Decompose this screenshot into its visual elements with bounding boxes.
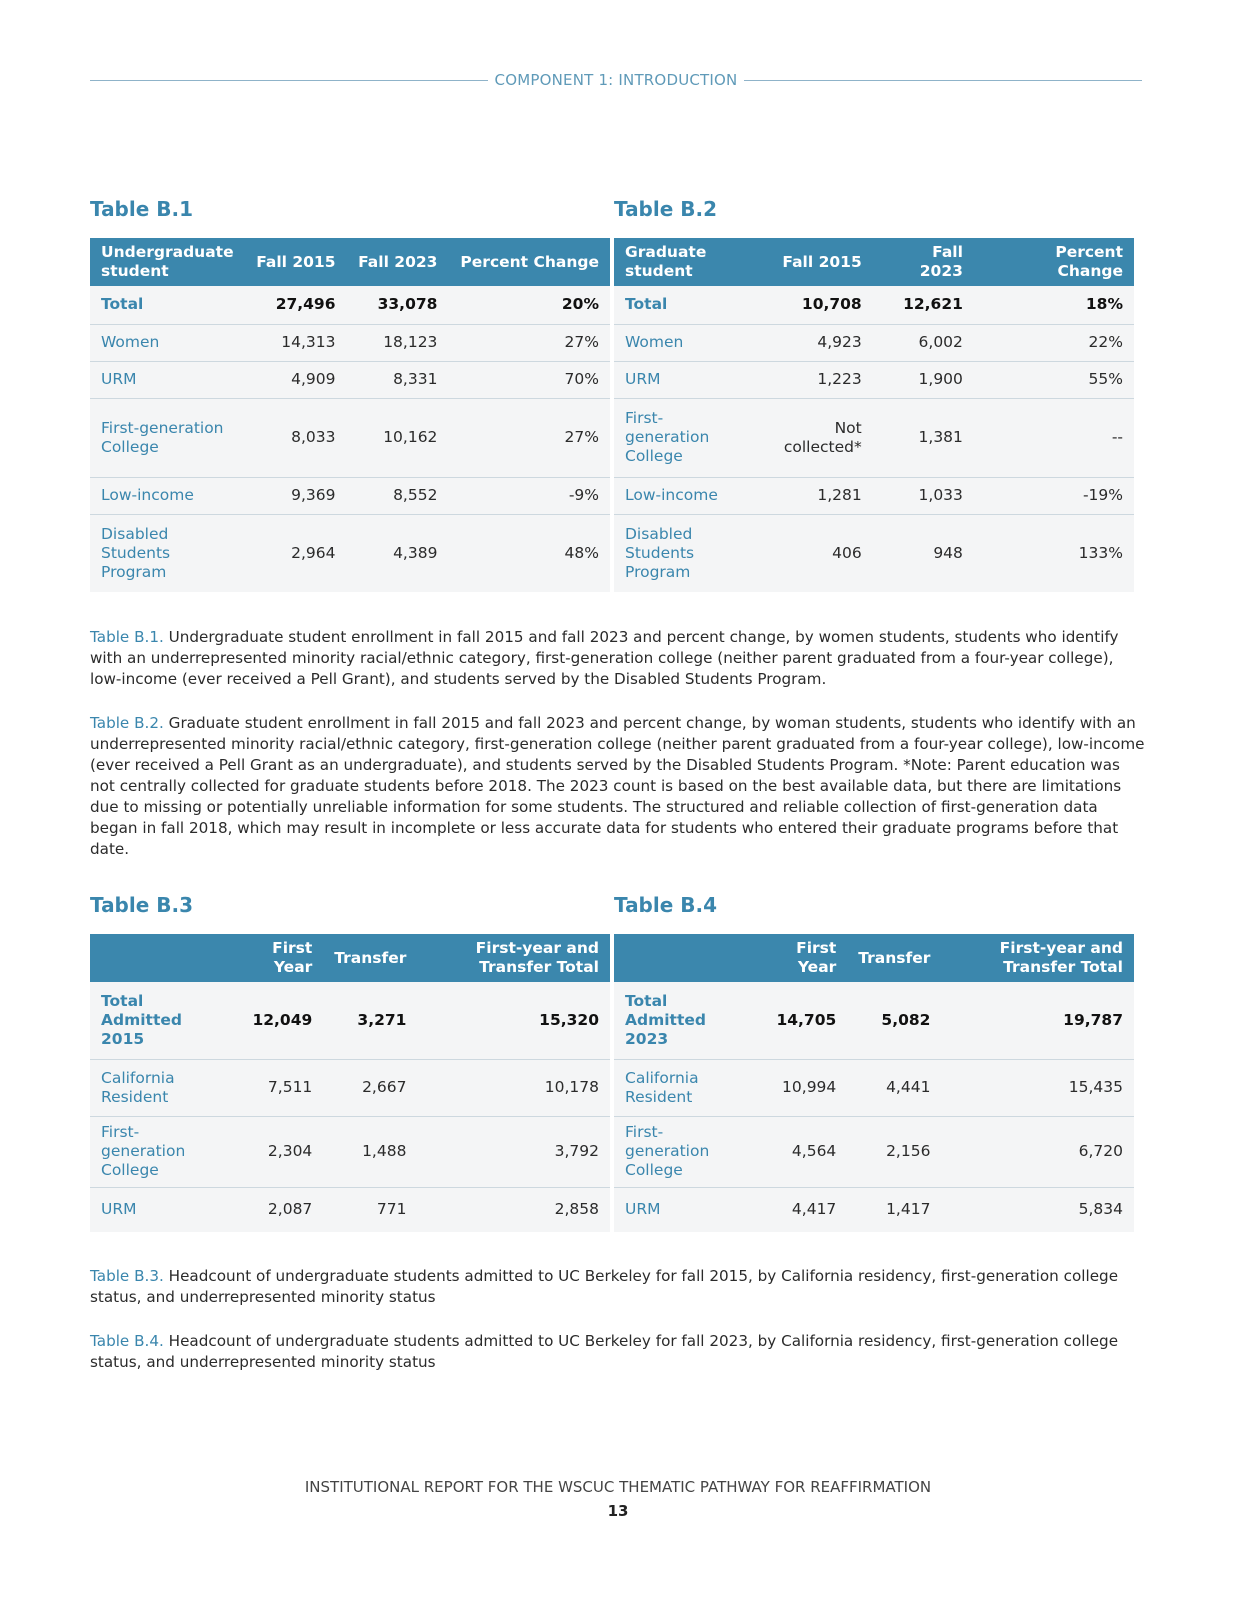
table-row	[90, 1187, 610, 1232]
column-header: Transfer	[323, 934, 417, 982]
column-header: First Year	[228, 934, 323, 982]
caption-label: Table B.4.	[90, 1332, 164, 1350]
section-title: COMPONENT 1: INTRODUCTION	[494, 71, 738, 89]
table-cell: 2,964	[291, 543, 336, 562]
table-cell: 27%	[448, 324, 610, 361]
table-cell: 1,900	[873, 361, 974, 398]
table-row	[90, 514, 610, 592]
table-b1-title: Table B.1	[90, 197, 194, 221]
table-cell: 3,792	[417, 1116, 610, 1187]
caption-b4	[90, 1331, 1146, 1373]
row-label: URM	[90, 361, 245, 398]
table-cell: 18,123	[347, 324, 449, 361]
table-row	[90, 982, 610, 1059]
column-header: Graduate student	[614, 238, 752, 286]
row-label: Disabled Students Program	[101, 524, 171, 581]
row-label: URM	[614, 361, 752, 398]
caption-text: Graduate student enrollment in fall 2015 and fall 2023 and percent change, by woman students, students who identify with an underrepresented minority racial/ethnic category, first-generation college (neither parent graduated from a four-year college), low-income (ever received a Pell Grant as an undergraduate), and students served by the Disabled Students Program. *Note: Parent education was not centrally collected for graduate students before 2018. The 2023 count is based on the best available data, but there are limitations due to missing or potentially unreliable information for some students. The structured and reliable collection of first-generation data began in fall 2018, which may result in incomplete or less accurate data for students who entered their graduate programs before that date.	[90, 714, 1145, 858]
table-row	[90, 361, 610, 398]
table-row	[614, 361, 1134, 398]
table-cell: 22%	[974, 324, 1134, 361]
table-cell: 8,331	[347, 361, 449, 398]
row-label: Low-income	[614, 477, 752, 514]
table-cell: 1,281	[752, 477, 873, 514]
table-cell: 6,720	[941, 1116, 1134, 1187]
row-label: First-generation College	[90, 398, 245, 477]
table-header-row	[614, 238, 1134, 286]
table-b2-title: Table B.2	[614, 197, 718, 221]
table-cell: 4,389	[393, 543, 438, 562]
table-cell: -9%	[448, 477, 610, 514]
row-label: First-generation College	[90, 1116, 228, 1187]
table-cell: 948	[933, 543, 963, 562]
table-b1	[90, 238, 610, 592]
table-cell: 7,511	[228, 1059, 323, 1116]
table-cell: 18%	[974, 286, 1134, 324]
table-b4	[614, 934, 1134, 1232]
table-cell: 27%	[448, 398, 610, 477]
table-row	[614, 982, 1134, 1059]
column-header: Percent Change	[448, 238, 610, 286]
row-label: California Resident	[614, 1059, 752, 1116]
table-cell: 15,320	[417, 982, 610, 1059]
caption-text: Headcount of undergraduate students admitted to UC Berkeley for fall 2023, by California residency, first-generation college status, and underrepresented minority status	[90, 1332, 1119, 1371]
column-header: Fall 2023	[873, 238, 974, 286]
table-cell: 2,304	[228, 1116, 323, 1187]
row-label: California Resident	[90, 1059, 228, 1116]
table-header-row	[90, 238, 610, 286]
header-rule-right	[744, 80, 1142, 81]
table-header-row	[614, 934, 1134, 982]
caption-b3	[90, 1266, 1146, 1308]
table-cell: 10,994	[752, 1059, 847, 1116]
table-row	[614, 514, 1134, 592]
table-cell: 48%	[564, 543, 599, 562]
table-cell: --	[974, 398, 1134, 477]
table-row	[90, 324, 610, 361]
table-b2	[614, 238, 1134, 592]
row-label: Total Admitted 2023	[614, 982, 752, 1059]
table-row	[90, 286, 610, 324]
row-label: Total	[614, 286, 752, 324]
table-cell: 1,381	[873, 398, 974, 477]
report-title: INSTITUTIONAL REPORT FOR THE WSCUC THEMATIC PATHWAY FOR REAFFIRMATION	[304, 1478, 932, 1496]
row-label: Total Admitted 2015	[90, 982, 228, 1059]
table-cell: 15,435	[941, 1059, 1134, 1116]
caption-label: Table B.1.	[90, 628, 164, 646]
column-header: First-year and Transfer Total	[417, 934, 610, 982]
table-cell: 2,858	[554, 1200, 599, 1219]
table-row	[614, 1116, 1134, 1187]
table-cell: 33,078	[347, 286, 449, 324]
table-row	[614, 1059, 1134, 1116]
table-cell: 9,369	[245, 477, 347, 514]
table-row	[90, 1116, 610, 1187]
table-cell: 4,909	[245, 361, 347, 398]
table-cell: 8,552	[347, 477, 449, 514]
table-cell: 19,787	[941, 982, 1134, 1059]
row-label: First-generation College	[614, 398, 752, 477]
table-cell: 1,417	[886, 1200, 931, 1219]
caption-text: Headcount of undergraduate students admitted to UC Berkeley for fall 2015, by California residency, first-generation college status, and underrepresented minority status	[90, 1267, 1119, 1306]
row-label: First-generation College	[614, 1116, 752, 1187]
table-cell: 5,834	[1078, 1200, 1123, 1219]
table-cell: 3,271	[323, 982, 417, 1059]
column-header: Fall 2015	[245, 238, 347, 286]
table-header-row	[90, 934, 610, 982]
table-cell: 12,049	[228, 982, 323, 1059]
column-header: First-year and Transfer Total	[941, 934, 1134, 982]
table-cell: 12,621	[873, 286, 974, 324]
table-cell: 4,417	[791, 1200, 837, 1219]
table-row	[614, 324, 1134, 361]
table-cell: 133%	[1078, 543, 1123, 562]
table-cell: 6,002	[873, 324, 974, 361]
table-cell: 10,162	[347, 398, 449, 477]
column-header	[614, 934, 752, 982]
table-row	[90, 398, 610, 477]
table-cell: 14,313	[245, 324, 347, 361]
table-cell: 27,496	[245, 286, 347, 324]
table-row	[614, 398, 1134, 477]
caption-b2	[90, 713, 1146, 860]
row-label: Low-income	[90, 477, 245, 514]
column-header: Fall 2015	[752, 238, 873, 286]
table-cell: 2,087	[267, 1200, 313, 1219]
table-cell: 771	[376, 1200, 407, 1219]
caption-b1	[90, 627, 1146, 690]
table-cell: 4,441	[847, 1059, 941, 1116]
table-row	[614, 286, 1134, 324]
table-row	[614, 1187, 1134, 1232]
table-row	[614, 477, 1134, 514]
table-cell: 20%	[448, 286, 610, 324]
table-cell: 406	[832, 543, 862, 562]
column-header: Undergraduate student	[90, 238, 245, 286]
table-b3-title: Table B.3	[90, 893, 194, 917]
table-cell: -19%	[974, 477, 1134, 514]
row-label: URM	[101, 1200, 137, 1219]
table-cell: 8,033	[245, 398, 347, 477]
column-header: Percent Change	[974, 238, 1134, 286]
table-cell: 10,178	[417, 1059, 610, 1116]
table-cell: 2,156	[847, 1116, 941, 1187]
column-header: Transfer	[847, 934, 941, 982]
caption-label: Table B.3.	[90, 1267, 164, 1285]
table-cell: 2,667	[323, 1059, 417, 1116]
table-cell: 10,708	[752, 286, 873, 324]
row-label: Women	[90, 324, 245, 361]
table-b3	[90, 934, 610, 1232]
table-cell: 14,705	[752, 982, 847, 1059]
table-cell: 70%	[448, 361, 610, 398]
row-label: Women	[614, 324, 752, 361]
section-header	[90, 70, 1142, 90]
table-row	[90, 1059, 610, 1116]
caption-label: Table B.2.	[90, 714, 164, 732]
table-cell: 55%	[974, 361, 1134, 398]
page-number: 13	[607, 1502, 629, 1520]
table-cell: Not collected*	[752, 398, 873, 477]
caption-text: Undergraduate student enrollment in fall 2015 and fall 2023 and percent change, by women students, students who identify with an underrepresented minority racial/ethnic category, first-generation college (neither parent graduated from a four-year college), low-income (ever received a Pell Grant), and students served by the Disabled Students Program.	[90, 628, 1119, 688]
table-row	[90, 477, 610, 514]
table-cell: 1,223	[752, 361, 873, 398]
table-cell: 4,923	[752, 324, 873, 361]
row-label: URM	[625, 1200, 661, 1219]
column-header: Fall 2023	[347, 238, 449, 286]
table-cell: 1,033	[873, 477, 974, 514]
table-cell: 1,488	[323, 1116, 417, 1187]
row-label: Disabled Students Program	[625, 524, 695, 581]
column-header	[90, 934, 228, 982]
table-cell: 5,082	[847, 982, 941, 1059]
row-label: Total	[90, 286, 245, 324]
column-header: First Year	[752, 934, 847, 982]
table-cell: 4,564	[752, 1116, 847, 1187]
table-b4-title: Table B.4	[614, 893, 718, 917]
